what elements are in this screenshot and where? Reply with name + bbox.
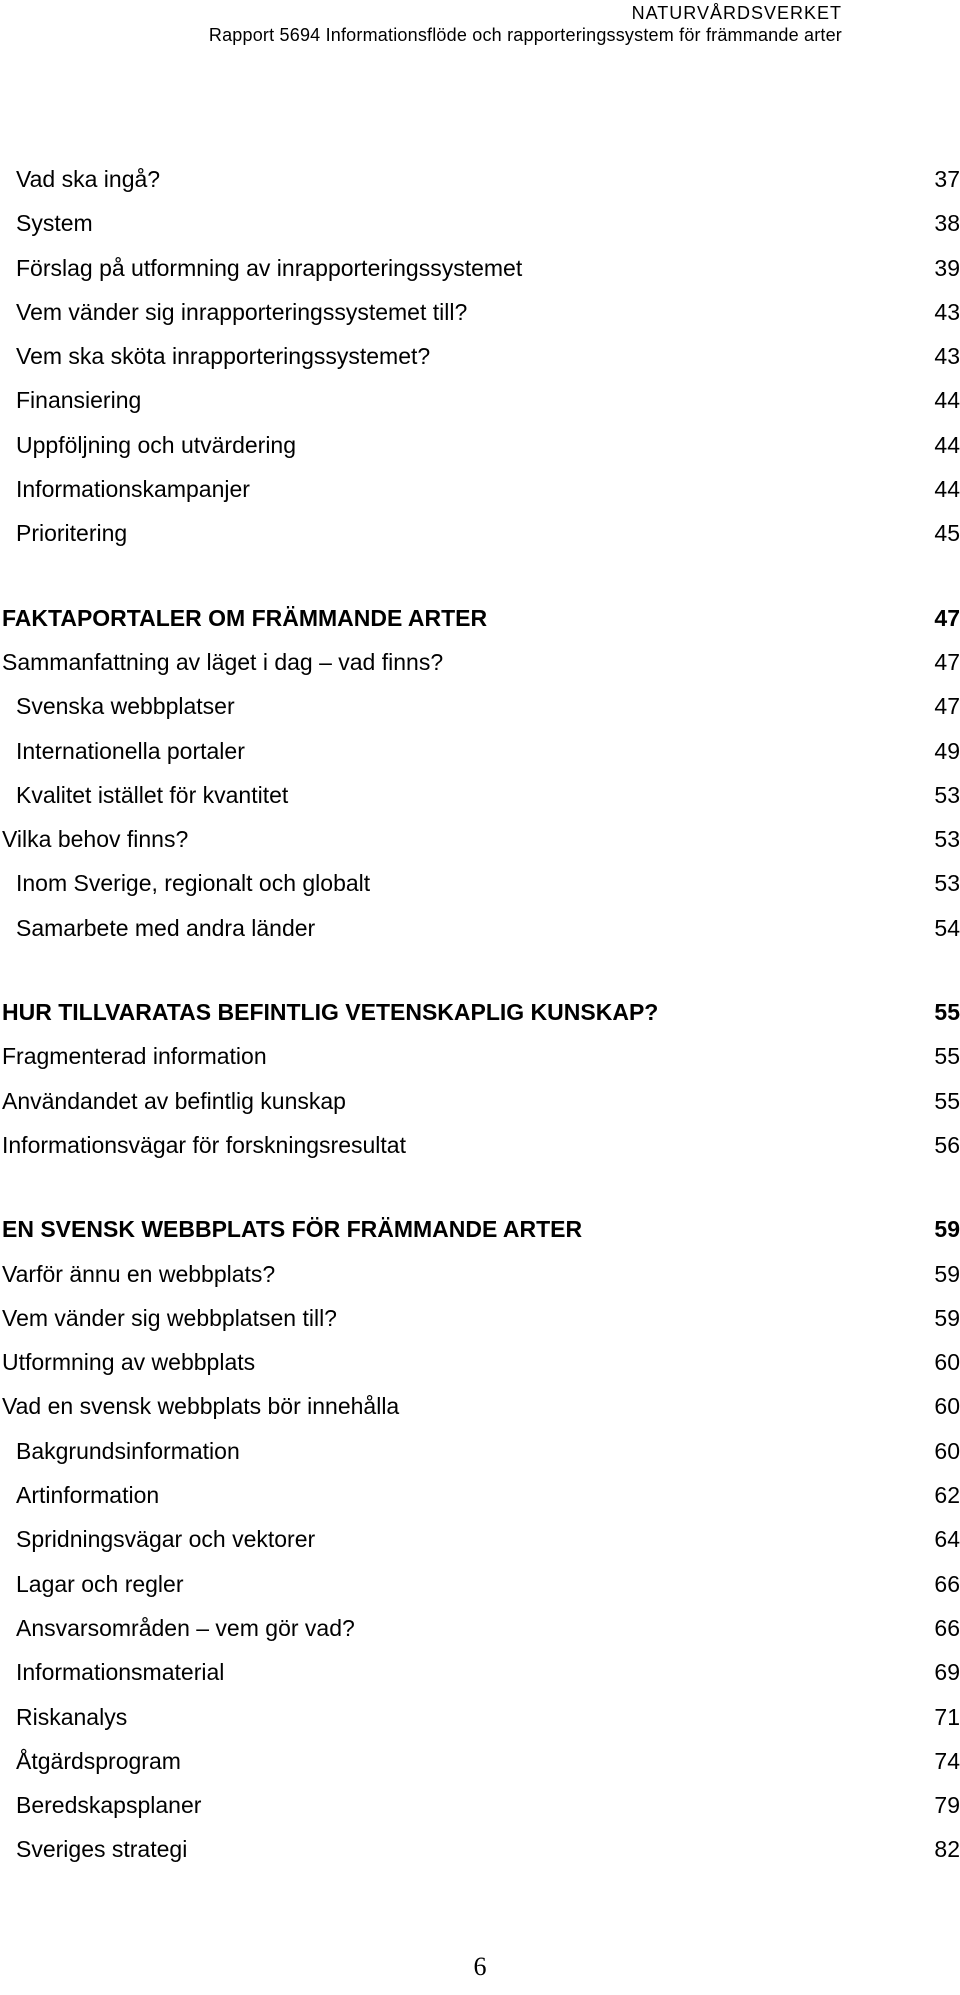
toc-entry-page: 44: [934, 387, 960, 414]
toc-entry-page: 39: [934, 254, 960, 281]
toc-entry[interactable]: [0, 476, 960, 520]
toc-entry-title: Sammanfattning av läget i dag – vad finns?: [2, 648, 444, 675]
toc-entry-page: 43: [934, 343, 960, 370]
page-header: [209, 2, 842, 46]
toc-entry-page: 59: [934, 1304, 960, 1331]
toc-entry-title: Kvalitet istället för kvantitet: [16, 781, 289, 808]
toc-entry[interactable]: [0, 1438, 960, 1482]
toc-entry-title: Utformning av webbplats: [2, 1349, 256, 1376]
toc-entry[interactable]: [0, 1571, 960, 1615]
toc-entry[interactable]: [0, 255, 960, 299]
toc-entry-page: 60: [934, 1437, 960, 1464]
toc-entry-page: 55: [934, 1087, 960, 1114]
toc-entry[interactable]: [0, 1615, 960, 1659]
toc-entry-page: 62: [934, 1482, 960, 1509]
toc-entry[interactable]: [0, 520, 960, 564]
toc-entry-page: 43: [934, 298, 960, 325]
toc-entry-title: FAKTAPORTALER OM FRÄMMANDE ARTER: [2, 604, 488, 631]
toc-entry-title: Förslag på utformning av inrapporteringssystemet: [16, 254, 523, 281]
toc-entry[interactable]: [0, 1261, 960, 1305]
toc-entry-page: 44: [934, 431, 960, 458]
toc-entry[interactable]: [0, 1088, 960, 1132]
toc-entry-title: Sveriges strategi: [16, 1836, 188, 1863]
report-title: Rapport 5694 Informationsflöde och rapporteringssystem för främmande arter: [208, 25, 842, 45]
section-gap: [0, 959, 960, 999]
toc-entry[interactable]: [0, 210, 960, 254]
toc-entry[interactable]: [0, 1748, 960, 1792]
toc-entry[interactable]: [0, 915, 960, 959]
toc-entry-title: Uppföljning och utvärdering: [16, 431, 297, 458]
toc-entry-page: 59: [934, 1216, 960, 1243]
toc-entry[interactable]: [0, 299, 960, 343]
toc-entry[interactable]: [0, 782, 960, 826]
toc-entry-page: 82: [934, 1836, 960, 1863]
toc-entry-page: 60: [934, 1393, 960, 1420]
toc-entry[interactable]: [0, 693, 960, 737]
toc-entry-page: 64: [934, 1526, 960, 1553]
toc-entry-title: Vem vänder sig inrapporteringssystemet till?: [16, 298, 468, 325]
toc-entry-page: 47: [934, 604, 960, 631]
toc-entry[interactable]: [0, 1349, 960, 1393]
toc-entry-page: 59: [934, 1260, 960, 1287]
toc-entry-title: Prioritering: [16, 520, 128, 547]
table-of-contents: [0, 166, 960, 1881]
toc-entry-page: 74: [934, 1747, 960, 1774]
toc-entry[interactable]: [0, 1482, 960, 1526]
toc-entry[interactable]: [0, 649, 960, 693]
toc-entry-title: Beredskapsplaner: [16, 1792, 202, 1819]
toc-entry[interactable]: [0, 738, 960, 782]
toc-entry-page: 79: [934, 1792, 960, 1819]
toc-entry[interactable]: [0, 1305, 960, 1349]
toc-entry-title: Vilka behov finns?: [2, 826, 189, 853]
toc-entry[interactable]: [0, 1836, 960, 1880]
toc-entry-title: Informationsmaterial: [16, 1659, 225, 1686]
toc-entry[interactable]: [0, 1043, 960, 1087]
toc-entry-title: EN SVENSK WEBBPLATS FÖR FRÄMMANDE ARTER: [2, 1216, 583, 1243]
toc-entry-title: Svenska webbplatser: [16, 693, 235, 720]
toc-entry-title: Vem vänder sig webbplatsen till?: [2, 1304, 337, 1331]
toc-entry-page: 60: [934, 1349, 960, 1376]
toc-entry[interactable]: [0, 166, 960, 210]
toc-section-heading[interactable]: [0, 605, 960, 649]
section-gap: [0, 565, 960, 605]
toc-entry-page: 66: [934, 1570, 960, 1597]
toc-entry-title: Spridningsvägar och vektorer: [16, 1526, 316, 1553]
toc-entry-title: Fragmenterad information: [2, 1043, 267, 1070]
toc-entry[interactable]: [0, 432, 960, 476]
toc-entry-title: Vad ska ingå?: [16, 166, 161, 192]
toc-entry-title: Finansiering: [16, 387, 142, 414]
toc-entry-page: 71: [934, 1703, 960, 1730]
toc-entry[interactable]: [0, 1132, 960, 1176]
toc-entry-title: Vem ska sköta inrapporteringssystemet?: [16, 343, 431, 370]
toc-entry[interactable]: [0, 1792, 960, 1836]
toc-entry-title: Användandet av befintlig kunskap: [2, 1087, 346, 1114]
toc-entry-title: Varför ännu en webbplats?: [2, 1260, 276, 1287]
toc-entry-title: Åtgärdsprogram: [16, 1747, 181, 1774]
toc-entry-page: 53: [934, 870, 960, 897]
toc-entry[interactable]: [0, 1393, 960, 1437]
toc-entry-title: System: [16, 210, 93, 237]
toc-entry-page: 56: [934, 1131, 960, 1158]
toc-entry-page: 47: [934, 648, 960, 675]
toc-entry-page: 54: [934, 914, 960, 941]
toc-entry-page: 49: [934, 737, 960, 764]
toc-entry-title: Riskanalys: [16, 1703, 128, 1730]
toc-entry-page: 44: [934, 476, 960, 503]
toc-entry-title: Samarbete med andra länder: [16, 914, 316, 941]
toc-entry-page: 47: [934, 693, 960, 720]
toc-section-heading[interactable]: [0, 1216, 960, 1260]
toc-entry[interactable]: [0, 343, 960, 387]
toc-entry-title: Informationsvägar för forskningsresultat: [2, 1131, 406, 1158]
toc-entry-title: HUR TILLVARATAS BEFINTLIG VETENSKAPLIG KUNSKAP?: [2, 999, 659, 1026]
toc-entry-title: Artinformation: [16, 1482, 160, 1509]
toc-entry-title: Bakgrundsinformation: [16, 1437, 240, 1464]
toc-entry-page: 45: [934, 520, 960, 547]
toc-entry[interactable]: [0, 1526, 960, 1570]
toc-entry[interactable]: [0, 1659, 960, 1703]
toc-entry-title: Vad en svensk webbplats bör innehålla: [2, 1393, 400, 1420]
toc-entry-title: Ansvarsområden – vem gör vad?: [16, 1614, 355, 1641]
toc-entry-page: 53: [934, 781, 960, 808]
section-gap: [0, 1176, 960, 1216]
agency-name: NATURVÅRDSVERKET: [631, 3, 842, 23]
toc-entry-title: Internationella portaler: [16, 737, 245, 764]
toc-entry[interactable]: [0, 870, 960, 914]
toc-entry-title: Informationskampanjer: [16, 476, 250, 503]
toc-entry-page: 53: [934, 826, 960, 853]
toc-entry-page: 55: [934, 999, 960, 1026]
page-number: 6: [473, 1952, 487, 1981]
toc-entry-page: 38: [934, 210, 960, 237]
toc-section-heading[interactable]: [0, 999, 960, 1043]
toc-entry-page: 55: [934, 1043, 960, 1070]
toc-entry-title: Inom Sverige, regionalt och globalt: [16, 870, 371, 897]
toc-entry-title: Lagar och regler: [16, 1570, 184, 1597]
toc-entry[interactable]: [0, 387, 960, 431]
toc-entry[interactable]: [0, 1704, 960, 1748]
toc-entry-page: 37: [934, 166, 960, 192]
toc-entry[interactable]: [0, 826, 960, 870]
toc-entry-page: 66: [934, 1614, 960, 1641]
toc-entry-page: 69: [934, 1659, 960, 1686]
